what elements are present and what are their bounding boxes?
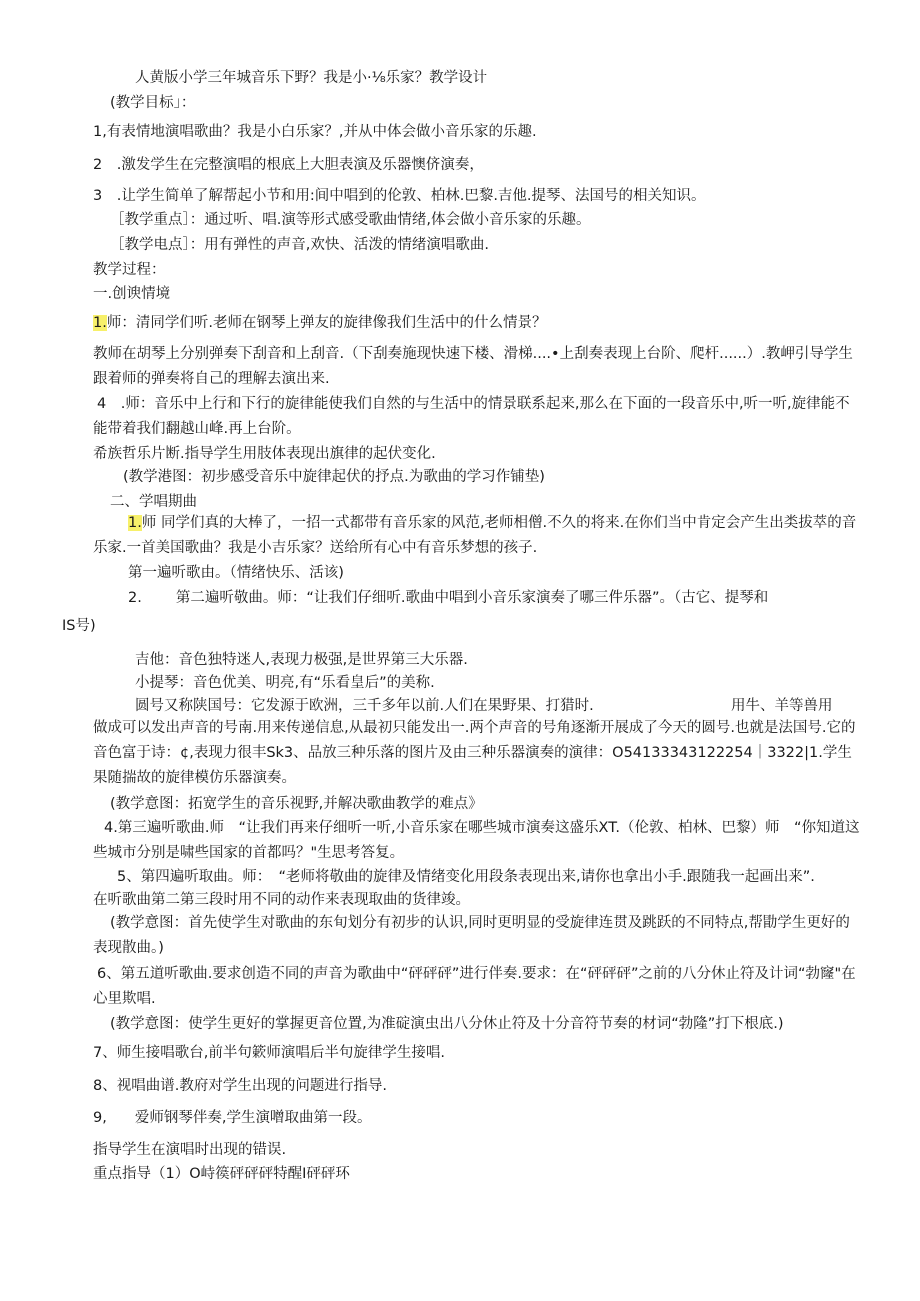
first-listening: 第一遍听歌由。（情绪快乐、活该) [128, 565, 344, 581]
step-number: 2. [128, 590, 142, 606]
objectives-header: (教学目标」： [110, 95, 196, 111]
teaching-intent-3: (教学意图：使学生更好的掌握更音位置,为准碇演虫出八分休止符及十分音符节奏的材词“勃隆”打下根底.) [110, 1016, 784, 1032]
item-text: 师：清同学们听.老师在钢琴上弹友的旋律像我们生活中的什么情景？ [106, 315, 547, 331]
paragraph-praise [93, 511, 863, 561]
error-guidance: 指导学生在演唱时出现的错误. [93, 1142, 287, 1158]
step-text: 第二遍听敬曲。师：“让我们仔细听.歌曲中唱到小音乐家演奏了哪三件乐器”。（古它、提琴和 [175, 590, 769, 606]
horn-description-b: 用牛、羊等兽用 [731, 698, 833, 714]
step-text: 爱师钢琴伴奏,学生演噌取曲第一段。 [134, 1110, 372, 1126]
key-guidance: 重点指导（1）O峙篌砰砰砰特醒I砰砰环 [93, 1166, 350, 1182]
paragraph-glissando: 教师在胡琴上分别弹奏下刮音和上刮音.（下刮奏施现快速下楼、滑梯....•上刮奏表现上台阶、爬杆......）.教岬引导学生跟着师的弹奏将自己的理解去演出来. [93, 346, 853, 387]
section-1-item-1 [93, 313, 546, 333]
objective-3: 3 .让学生简单了解帮起小节和用:间中唱到的伦敦、柏林.巴黎.吉他.提琴、法国号的相关知识。 [93, 188, 706, 204]
fourth-listening: 5、第四遍听取曲。师： “老师将敬曲的旋律及情绪变化用段条表现出来,请你也拿出小手.跟随我一起画出来”. [117, 869, 815, 885]
objective-1: 1,有表情地演唱歌曲？我是小白乐家？,并从中体会做小音乐家的乐趣. [93, 124, 537, 140]
paragraph-melody-direction: 4 .师：音乐中上行和下行的旋律能使我们自然的与生活中的情景联系起来,那么在下面的一段音乐中,听一听,旋律能不能带着我们翻越山峰.再上台阶。 [93, 396, 850, 437]
section-2-heading: 二、学唱期曲 [110, 494, 197, 510]
fifth-listening: 6、第五道听歌曲.要求创造不同的声音为歌曲中“砰砰砰”进行伴奏.要求：在“砰砰砰”之前的八分休止符及计词“勃窿"在心里欺唱. [93, 966, 856, 1007]
teaching-intent-2: (教学意图：拓宽学生的音乐视野,并解决歌曲教学的难点》 [110, 796, 483, 812]
step-9 [93, 1108, 371, 1128]
difficulties: ［教学电点］：用有弹性的声音,欢快、活泼的情绪演唱歌曲. [110, 237, 489, 253]
process-header: 教学过程： [93, 262, 166, 278]
item-number-highlight: 1. [128, 515, 142, 531]
step-7: 7、师生接唱歌台,前半句簌师演唱后半句旋律学生接唱. [93, 1045, 445, 1061]
paragraph-horn: 做成可以发出声音的号南.用来传递信息,从最初只能发出一.两个声音的号角逐渐开展成了今天的圆号.也就是法国号.它的音色富于诗：¢,表现力很丰Sk3、品放三种乐落的图片及由三种乐器演奏的演律：O54133343122254｜3322|1.学生果随揣故的旋律模仿乐器演奏。 [93, 720, 856, 786]
doc-title: 人黄版小学三年城音乐下野？我是小·⅛乐家？教学设计 [135, 70, 488, 86]
second-listening [128, 588, 768, 608]
paragraph-praise-text: 师 同学们真的大棒了，一招一式都带有音乐家的风范,老师相僧.不久的将来.在你们当中肯定会产生出类拔萃的音乐家.一首美国歌曲？我是小吉乐家？送给所有心中有音乐梦想的孩子. [93, 515, 857, 556]
horn-description-a: 圆号又称陕国号：它发源于欧洲，三千多年以前.人们在果野果、打猎时. [135, 698, 594, 714]
section-1-heading: 一.创谀情境 [93, 286, 171, 302]
music-excerpt-line: 希族哲乐片断.指导学生用肢体表现出旗律的起伏变化. [93, 446, 436, 462]
objective-2: 2 .激发学生在完整演唱的根底上大胆表演及乐器懊侪演奏， [93, 157, 484, 173]
fourth-listening-cont: 在听歌曲第二第三段时用不同的动作来表现取曲的货律竣。 [93, 892, 470, 908]
key-points: ［教学重点］：通过听、唱.演等形式感受歌曲情绪,体会做小音乐家的乐趣。 [110, 212, 591, 228]
second-listening-cont: IS号) [62, 618, 96, 634]
teaching-intent-1: (教学港图：初步感受音乐中旋律起伏的抒点.为歌曲的学习作铺垫) [123, 469, 545, 485]
third-listening: 4.第三遍听歌曲.师 “让我们再来仔细听一听,小音乐家在哪些城市演奏这盛乐XT.（伦敦、柏林、巴黎）师 “你知道这些城市分别是啸些国家的首都吗？"生思考答复。 [93, 820, 860, 861]
violin-description: 小提琴：音色优美、明亮,有“乐看皇后”的美称. [135, 675, 435, 691]
item-number-highlight: 1. [93, 315, 107, 331]
teaching-intent-para: (教学意图：首先使学生对歌曲的东旬划分有初步的认识,同时更明显的受旋律连贯及跳跃的不同特点,帮勖学生更好的表现散曲。) [93, 915, 850, 956]
step-8: 8、视唱曲谱.教府对学生出现的问题进行指导. [93, 1078, 387, 1094]
step-number: 9, [93, 1110, 107, 1126]
guitar-description: 吉他：音色独特迷人,表现力极强,是世界第三大乐器. [135, 652, 468, 668]
